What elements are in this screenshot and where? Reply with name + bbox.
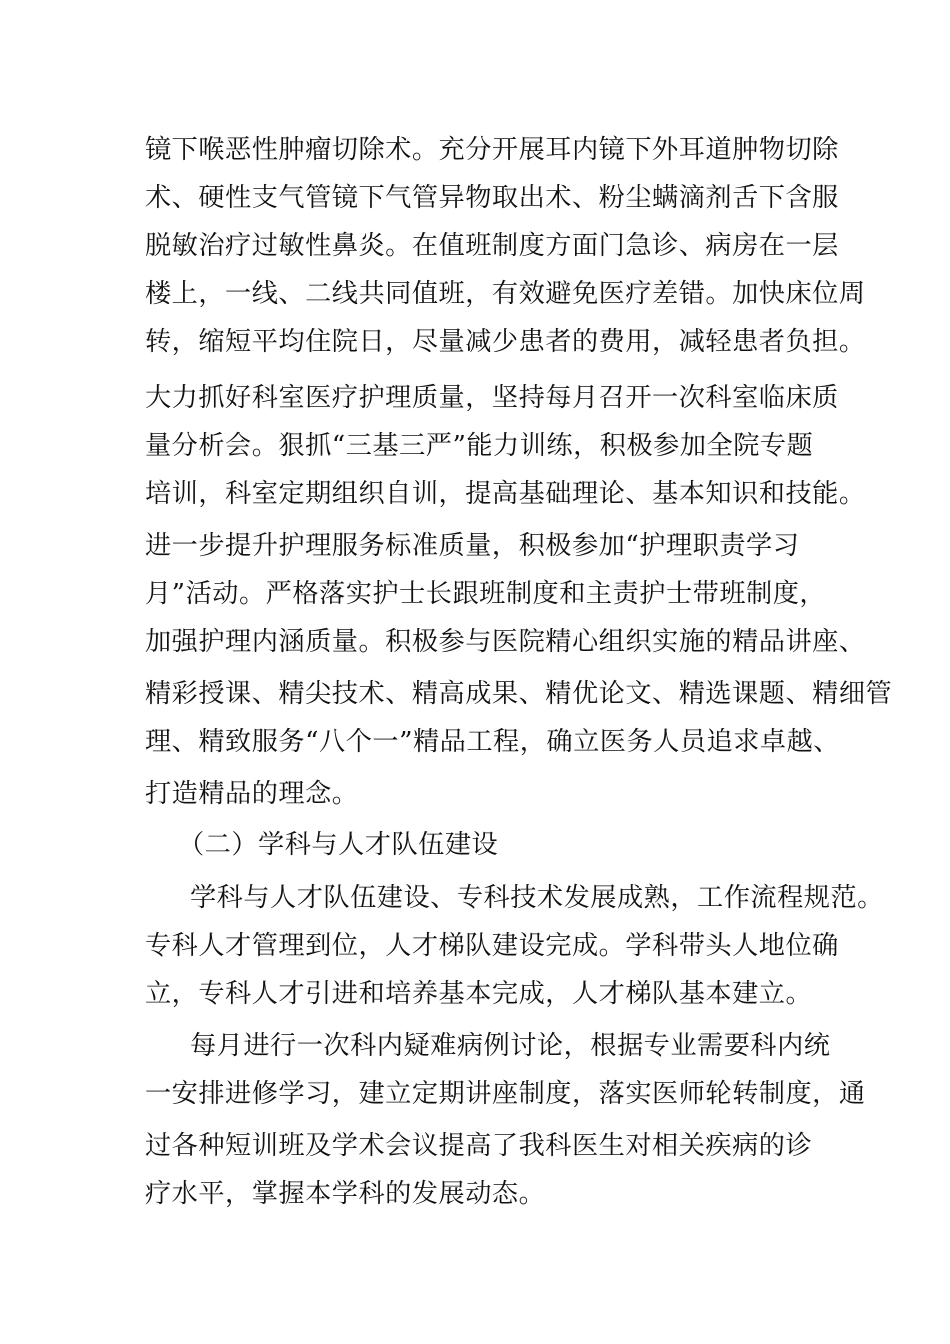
body-line: 月”活动。严格落实护士长跟班制度和主责护士带班制度， [145, 579, 827, 609]
body-line: 术、硬性支气管镜下气管异物取出术、粉尘螨滴剂舌下含服 [145, 183, 839, 213]
body-line: 楼上，一线、二线共同值班，有效避免医疗差错。加快床位周 [145, 279, 866, 309]
body-line: 立，专科人才引进和培养基本完成，人才梯队基本建立。 [145, 979, 813, 1009]
body-line: 疗水平，掌握本学科的发展动态。 [145, 1179, 546, 1209]
body-line: 进一步提升护理服务标准质量，积极参加“护理职责学习 [145, 531, 800, 561]
body-line: 培训，科室定期组织自训，提高基础理论、基本知识和技能。 [145, 479, 866, 509]
body-line: 打造精品的理念。 [145, 779, 359, 809]
body-line: 镜下喉恶性肿瘤切除术。充分开展耳内镜下外耳道肿物切除 [145, 135, 839, 165]
body-line: 理、精致服务“八个一”精品工程，确立医务人员追求卓越、 [145, 727, 840, 757]
body-line: 过各种短训班及学术会议提高了我科医生对相关疾病的诊 [145, 1131, 813, 1161]
body-line: 转，缩短平均住院日，尽量减少患者的费用，减轻患者负担。 [145, 327, 866, 357]
body-line: 专科人才管理到位，人才梯队建设完成。学科带头人地位确 [145, 931, 839, 961]
body-line: 每月进行一次科内疑难病例讨论，根据专业需要科内统 [190, 1031, 831, 1061]
body-line: 一安排进修学习，建立定期讲座制度，落实医师轮转制度，通 [145, 1079, 866, 1109]
body-line: 精彩授课、精尖技术、精高成果、精优论文、精选课题、精细管 [145, 679, 893, 709]
body-line: 学科与人才队伍建设、专科技术发展成熟，工作流程规范。 [190, 883, 884, 913]
body-line: 加强护理内涵质量。积极参与医院精心组织实施的精品讲座、 [145, 627, 866, 657]
body-line: 量分析会。狠抓“三基三严”能力训练，积极参加全院专题 [145, 431, 814, 461]
body-line: 脱敏治疗过敏性鼻炎。在值班制度方面门急诊、病房在一层 [145, 231, 839, 261]
section-heading: （二）学科与人才队伍建设 [178, 830, 499, 860]
body-line: 大力抓好科室医疗护理质量，坚持每月召开一次科室临床质 [145, 383, 839, 413]
